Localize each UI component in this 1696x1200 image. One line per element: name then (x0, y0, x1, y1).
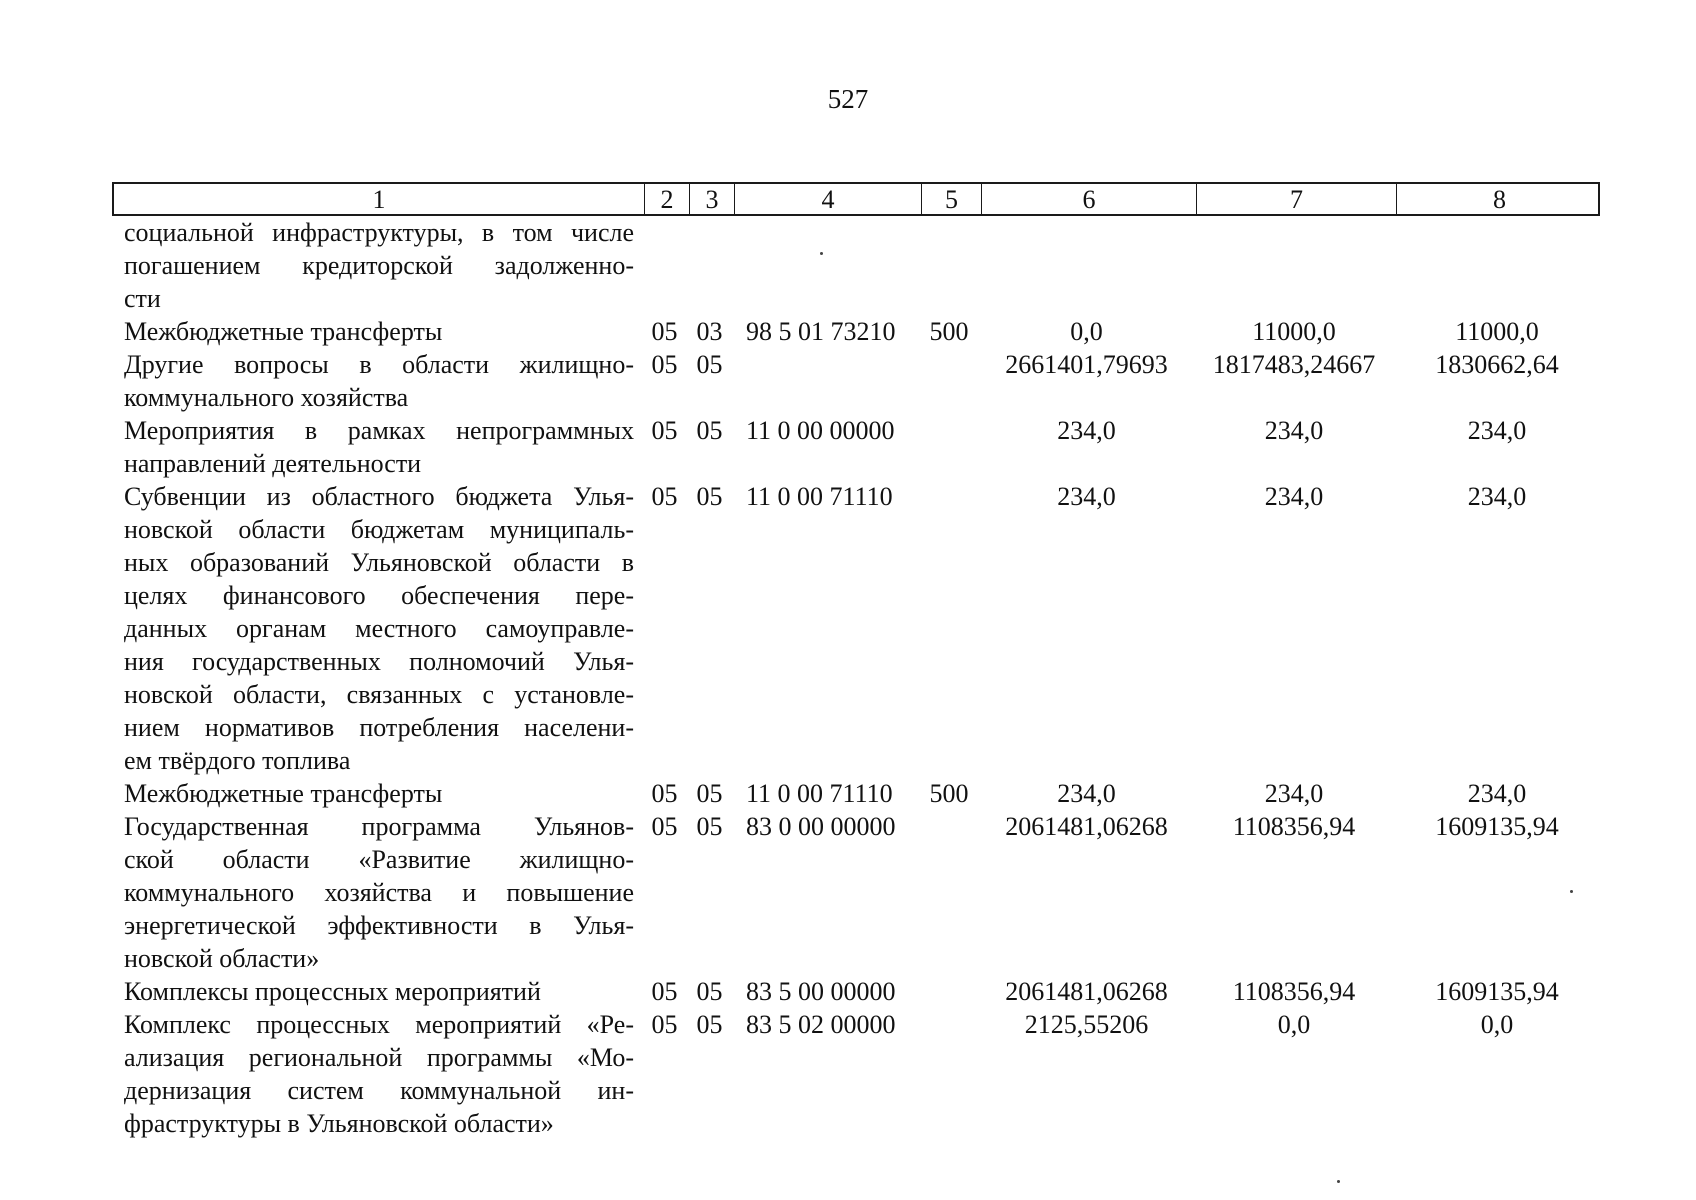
row-name-line: коммунального хозяйства (124, 383, 409, 412)
row-name-line: ем твёрдого топлива (124, 746, 351, 775)
header-col-8: 8 (1396, 184, 1602, 215)
table-header-row (112, 182, 1600, 216)
row-name-line: погашением кредиторской задолженно- (124, 251, 634, 280)
cell-c4: 83 5 02 00000 (746, 1010, 896, 1039)
page-number: 527 (827, 84, 869, 114)
row-name-line: Другие вопросы в области жилищно- (124, 350, 634, 379)
table-row (112, 810, 1600, 975)
row-name (112, 480, 642, 777)
row-name (112, 777, 642, 810)
cell-c7: 234,0 (1264, 416, 1324, 445)
cell-c3 (687, 216, 732, 315)
cell-c6: 234,0 (1057, 482, 1116, 511)
row-name-line: ния государственных полномочий Улья- (124, 647, 634, 676)
cell-c2: 05 (651, 317, 678, 346)
row-name-line: фраструктуры в Ульяновской области» (124, 1109, 554, 1138)
row-name-line: новской области, связанных с установле- (124, 680, 634, 709)
cell-c6: 234,0 (1057, 779, 1116, 808)
cell-c5 (919, 348, 979, 414)
cell-c3: 05 (696, 482, 723, 511)
row-name-line: нием нормативов потребления населени- (124, 713, 634, 742)
header-col-3: 3 (689, 184, 734, 215)
cell-c6: 2661401,79693 (1005, 350, 1168, 379)
cell-c5: 500 (929, 317, 969, 346)
row-name (112, 810, 642, 975)
row-name (112, 975, 642, 1008)
cell-c2: 05 (651, 779, 678, 808)
cell-c8: 234,0 (1467, 779, 1527, 808)
cell-c8: 1609135,94 (1435, 977, 1559, 1006)
header-col-1: 1 (372, 185, 386, 214)
cell-c8: 0,0 (1480, 1010, 1514, 1039)
cell-c7: 234,0 (1264, 779, 1324, 808)
row-name-line: целях финансового обеспечения пере- (124, 581, 634, 610)
cell-c2: 05 (651, 812, 678, 841)
row-name-line: данных органам местного самоуправле- (124, 614, 634, 643)
cell-c5 (919, 1008, 979, 1140)
header-col-4: 4 (734, 184, 921, 215)
row-name-line: новской области бюджетам муниципаль- (124, 515, 634, 544)
cell-c5: 500 (929, 779, 969, 808)
cell-c2: 05 (651, 1010, 678, 1039)
cell-c4: 11 0 00 71110 (746, 482, 893, 511)
row-name (112, 216, 642, 315)
row-name-line: Межбюджетные трансферты (124, 317, 443, 346)
cell-c8: 234,0 (1467, 416, 1527, 445)
cell-c4: 11 0 00 71110 (746, 779, 893, 808)
row-name-line: сти (124, 284, 161, 313)
scan-speck (1570, 890, 1573, 893)
cell-c7: 11000,0 (1252, 317, 1336, 346)
cell-c3: 05 (696, 779, 723, 808)
row-name-line: ской области «Развитие жилищно- (124, 845, 634, 874)
row-name-line: Мероприятия в рамках непрограммных (124, 416, 634, 445)
row-name-line: Комплекс процессных мероприятий «Ре- (124, 1010, 634, 1039)
row-name (112, 315, 642, 348)
cell-c6: 0,0 (1070, 317, 1103, 346)
cell-c7: 1108356,94 (1232, 977, 1356, 1006)
row-name-line: Государственная программа Ульянов- (124, 812, 634, 841)
row-name-line: социальной инфраструктуры, в том числе (124, 218, 634, 247)
table-body (112, 216, 1600, 1140)
cell-c8 (1394, 216, 1600, 315)
cell-c3: 05 (696, 416, 723, 445)
cell-c2: 05 (651, 977, 678, 1006)
row-name-line: ализация региональной программы «Мо- (124, 1043, 634, 1072)
budget-table (112, 182, 1600, 1140)
cell-c4 (732, 216, 919, 315)
header-col-5: 5 (921, 184, 981, 215)
cell-c6: 234,0 (1057, 416, 1116, 445)
cell-c3: 03 (696, 317, 723, 346)
cell-c6: 2061481,06268 (1005, 977, 1168, 1006)
cell-c2 (642, 216, 687, 315)
table-row (112, 777, 1600, 810)
row-name-line: Комплексы процессных мероприятий (124, 977, 541, 1006)
cell-c7 (1194, 216, 1394, 315)
cell-c2: 05 (651, 416, 678, 445)
cell-c5 (919, 975, 979, 1008)
table-row (112, 348, 1600, 414)
cell-c2: 05 (651, 482, 678, 511)
cell-c4: 11 0 00 00000 (746, 416, 895, 445)
row-name-line: энергетической эффективности в Улья- (124, 911, 634, 940)
cell-c6: 2125,55206 (1024, 1010, 1149, 1039)
table-row (112, 414, 1600, 480)
row-name-line: направлений деятельности (124, 449, 422, 478)
cell-c5 (919, 414, 979, 480)
cell-c8: 234,0 (1467, 482, 1527, 511)
scan-speck (820, 252, 823, 255)
cell-c7: 1817483,24667 (1212, 350, 1376, 379)
table-row (112, 975, 1600, 1008)
cell-c3: 05 (696, 1010, 723, 1039)
header-col-2: 2 (644, 184, 689, 215)
cell-c8: 11000,0 (1455, 317, 1539, 346)
row-name (112, 414, 642, 480)
scan-speck (1337, 1180, 1340, 1183)
cell-c7: 234,0 (1264, 482, 1324, 511)
row-name (112, 1008, 642, 1140)
cell-c6: 2061481,06268 (1005, 812, 1168, 841)
header-col-6: 6 (981, 184, 1196, 215)
row-name-line: дернизация систем коммунальной ин- (124, 1076, 634, 1105)
cell-c4: 83 5 00 00000 (746, 977, 896, 1006)
cell-c7: 0,0 (1277, 1010, 1311, 1039)
cell-c4: 83 0 00 00000 (746, 812, 896, 841)
table-row (112, 216, 1600, 315)
cell-c2: 05 (651, 350, 678, 379)
cell-c3: 05 (696, 977, 723, 1006)
cell-c6 (979, 216, 1194, 315)
cell-c5 (919, 216, 979, 315)
cell-c8: 1830662,64 (1435, 350, 1559, 379)
cell-c5 (919, 480, 979, 777)
cell-c8: 1609135,94 (1435, 812, 1559, 841)
cell-c4: 98 5 01 73210 (746, 317, 896, 346)
cell-c4 (732, 348, 919, 414)
table-row (112, 480, 1600, 777)
cell-c3: 05 (696, 350, 723, 379)
row-name-line: Межбюджетные трансферты (124, 779, 443, 808)
row-name-line: коммунального хозяйства и повышение (124, 878, 634, 907)
cell-c3: 05 (696, 812, 723, 841)
row-name-line: новской области» (124, 944, 320, 973)
row-name (112, 348, 642, 414)
cell-c7: 1108356,94 (1232, 812, 1356, 841)
table-row (112, 1008, 1600, 1140)
table-row (112, 315, 1600, 348)
cell-c5 (919, 810, 979, 975)
row-name-line: ных образований Ульяновской области в (124, 548, 634, 577)
header-col-7: 7 (1196, 184, 1396, 215)
row-name-line: Субвенции из областного бюджета Улья- (124, 482, 634, 511)
